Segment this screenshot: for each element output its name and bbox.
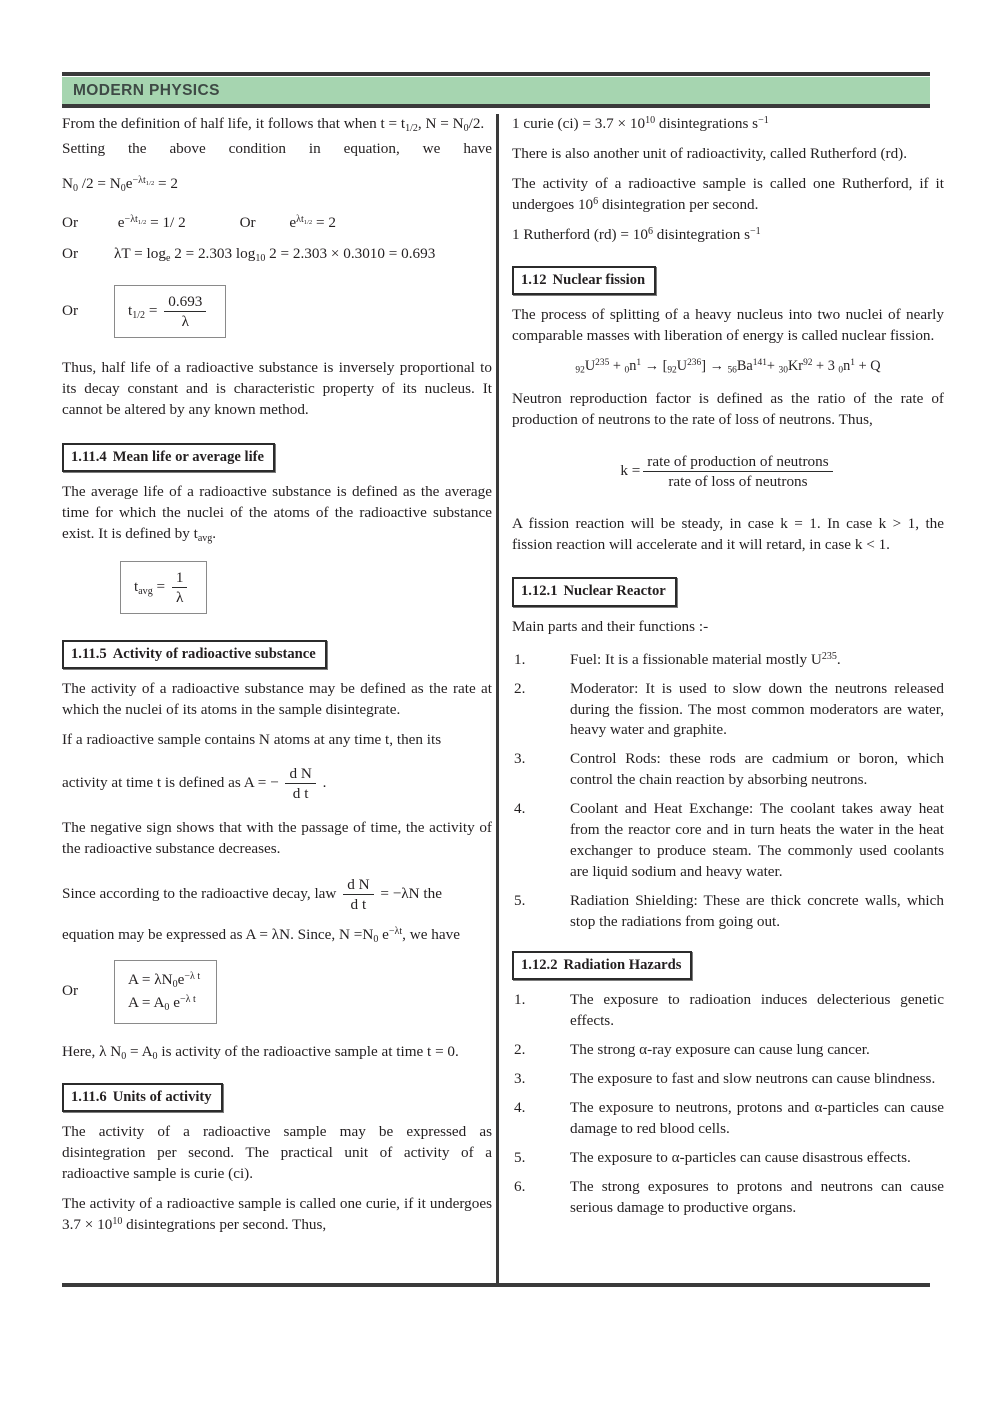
activity-row1-sub: 0 [172, 978, 178, 990]
eq-or1b-sup-sub: 1/2 [303, 218, 313, 226]
k-denominator: rate of loss of neutrons [668, 472, 808, 490]
fission-u235-presub: 92 [575, 365, 585, 376]
here-c: is activity of the radioactive sample at time t = 0. [157, 1042, 459, 1060]
fission-n1-presub: 0 [624, 365, 630, 376]
activity-formula-row-1 [128, 970, 200, 991]
section-title-1-12-2: Radiation Hazards [563, 957, 682, 974]
list-item [512, 799, 944, 883]
eq-n0-lhs-sub: 0 [72, 182, 78, 194]
fission-bracket-open: [ [662, 357, 668, 374]
rd-b: disintegration s [652, 225, 750, 243]
dNdt-den-1: d t [292, 784, 309, 802]
list-item [512, 749, 944, 791]
or-label-4: Or [62, 301, 79, 319]
section-heading-1-12-1 [512, 577, 677, 606]
intro-sub-2: 0 [463, 122, 469, 134]
rd-a: 1 Rutherford (rd) = 10 [512, 225, 648, 243]
eq-or1a [118, 213, 236, 234]
section-heading-1-11-6 [62, 1083, 223, 1112]
units-2-a: The activity of a radioactive sample is called one curie, if it undergoes 3.7 × 10 [62, 1194, 492, 1233]
eq-n0-rhs: = 2 [154, 174, 179, 192]
intro-text-c: /2. [468, 115, 485, 132]
activity-formula-post: . [318, 773, 327, 791]
list-item [512, 990, 944, 1032]
paragraph-average-life [62, 482, 492, 545]
k-factor-equation [512, 453, 944, 490]
halflife-lhs: t [128, 301, 133, 319]
tavg-numerator: 1 [172, 569, 188, 588]
fission-plus3: + 3 [812, 357, 839, 374]
or-label-2: Or [239, 213, 256, 231]
fission-u235-sym: U [584, 357, 596, 374]
paragraph-here-lambda [62, 1042, 492, 1063]
fission-arrow2: → [706, 357, 728, 374]
list-item-text: The exposure to neutrons, protons and α-particles can cause damage to red blood cells. [570, 1099, 944, 1138]
paragraph-activity-definition: The activity of a radioactive substance may be defined as the rate at which the nuclei of its atoms in the sample disintegrate. [62, 679, 492, 718]
section-title-1-12-1: Nuclear Reactor [563, 583, 666, 600]
list-item-text: Radiation Shielding: These are thick concrete walls, which stop the radiations from going out. [570, 892, 944, 931]
paragraph-rutherford-definition [512, 174, 944, 216]
list-item [512, 650, 944, 671]
list-item [512, 891, 944, 933]
paragraph-neutron-reproduction: Neutron reproduction factor is defined as the ratio of the rate of production of neutrons to the rate of loss of neutrons. Thus, [512, 389, 944, 428]
paragraph-equation-expressed [62, 925, 492, 946]
intro-sub-1: 1/2 [405, 122, 418, 134]
activity-row2-sup: −λ t [179, 993, 196, 1005]
activity-row2-a: A = A [128, 993, 165, 1011]
list-item [512, 1148, 944, 1169]
eq-n0-mid: /2 = N [77, 174, 121, 192]
paragraph-activity-n-atoms: If a radioactive sample contains N atoms at any time t, then its [62, 730, 442, 748]
paragraph-fission-definition: The process of splitting of a heavy nucleus into two nuclei of nearly comparable masses with liberation of energy is called nuclear fission. [512, 305, 944, 344]
here-sub-1: 0 [121, 1050, 127, 1062]
list-item-number: 1. [514, 650, 526, 668]
list-item-text: The strong exposures to protons and neutrons can cause serious damage to productive organs. [570, 1178, 944, 1217]
k-numerator: rate of production of neutrons [643, 453, 832, 472]
section-heading-1-11-5 [62, 640, 327, 669]
list-item-text: Moderator: It is used to slow down the neutrons released during the fission. The most common moderators are water, heavy water and graphite. [570, 679, 944, 739]
avg-life-text: The average life of a radioactive substance is defined as the average time for which the nuclei of the atoms of the radioactive substance exist. It is defined by t [62, 482, 492, 542]
list-item-number: 5. [514, 1149, 526, 1167]
paragraph-fission-steady: A fission reaction will be steady, in case k = 1. In case k > 1, the fission reaction will accelerate and it will retard, in case k < 1. [512, 514, 944, 553]
section-number-1-11-4: 1.11.4 [71, 448, 107, 465]
intro-text-a: From the definition of half life, it follows that when t = t [62, 115, 406, 132]
fission-ba-presub: 56 [727, 365, 737, 376]
eq-expr-a: equation may be expressed as A = λN. Since, N =N [62, 925, 374, 943]
tavg-denominator: λ [175, 588, 184, 606]
eq-n0-exp-text: −λt [132, 174, 146, 186]
paragraph-units-1: The activity of a radioactive sample may be expressed as disintegration per second. The practical unit of activity of a radioactive sample is curie (ci). [62, 1122, 492, 1182]
paragraph-activity-formula-inline [62, 765, 492, 802]
eq-or1b-base: e [289, 213, 297, 231]
intro-paragraph-2: Setting the above condition in equation, we have [62, 139, 492, 157]
here-sub-2: 0 [152, 1050, 158, 1062]
eq-or1b-sup-text: λt [296, 213, 304, 225]
list-item-number: 5. [514, 892, 526, 910]
paragraph-decay-law [62, 876, 492, 913]
activity-row1-sup: −λ t [184, 970, 201, 982]
list-item-text: The exposure to fast and slow neutrons can cause blindness. [570, 1070, 936, 1088]
fission-plus4: + Q [855, 357, 881, 374]
fission-n1-sup: 1 [636, 358, 642, 368]
eq-n0-lhs: N [62, 174, 73, 192]
or-label-1: Or [62, 213, 79, 231]
eq-or2-part3: 2 = 2.303 × 0.3010 = 0.693 [265, 244, 436, 262]
eq-n0-exp-sub: 1/2 [145, 179, 155, 187]
boxed-activity-wrap [62, 960, 492, 1024]
eq-or2-sub1: e [165, 252, 171, 264]
avg-life-sub: avg [197, 532, 213, 544]
avg-life-period: . [212, 524, 217, 542]
running-head [62, 72, 930, 108]
boxed-tavg-wrap [120, 561, 492, 614]
fission-ba-sup: 141 [752, 358, 767, 368]
dNdt-fraction-1 [285, 765, 315, 802]
section-number-1-12: 1.12 [521, 271, 547, 288]
header-green-band [62, 77, 930, 104]
tavg-fraction [172, 569, 188, 606]
paragraph-main-parts: Main parts and their functions :- [512, 617, 709, 635]
column-divider [496, 114, 499, 1286]
reactor-parts-list [512, 650, 944, 934]
dNdt-den-2: d t [350, 895, 367, 913]
reactor-part-1-sup: 235 [821, 650, 837, 662]
activity-row2-b: e [169, 993, 180, 1011]
paragraph-units-2 [62, 1194, 492, 1236]
eq-or1a-sup-text: −λt [124, 213, 138, 225]
boxed-half-life-formula [114, 285, 226, 338]
dNdt-num-2: d N [343, 876, 373, 895]
reactor-part-1-text: Fuel: It is a fissionable material mostly U [570, 650, 822, 668]
fission-plus2: + [766, 357, 779, 374]
k-fraction [643, 453, 832, 490]
intro-text-b: , N = N [417, 115, 464, 132]
halflife-eq: = [145, 301, 162, 319]
list-item-text: The strong α-ray exposure can cause lung cancer. [570, 1041, 870, 1059]
fission-u235-sup: 235 [595, 358, 610, 368]
fission-kr-presub: 30 [778, 365, 788, 376]
paragraph-rutherford-unit: There is also another unit of radioactivity, called Rutherford (rd). [512, 144, 908, 162]
tavg-lhs-sub: avg [138, 585, 153, 597]
section-number-1-12-2: 1.12.2 [521, 957, 558, 974]
activity-formula-pre: activity at time t is defined as A = − [62, 773, 283, 791]
list-item [512, 1040, 944, 1061]
section-heading-1-12-2 [512, 951, 692, 980]
section-title-1-11-4: Mean life or average life [112, 448, 264, 465]
fission-n2-sup: 1 [850, 358, 856, 368]
curie-sup: 10 [645, 114, 656, 126]
dNdt-fraction-2 [343, 876, 373, 913]
eq-or2-sub2: 10 [255, 252, 266, 264]
fission-ba-sym: Ba [736, 357, 753, 374]
rutherford-def-b: disintegration per second. [598, 195, 759, 213]
activity-row2-sub: 0 [164, 1001, 170, 1013]
eq-or2-part1: λT = log [114, 244, 166, 262]
halflife-denominator: λ [181, 312, 189, 330]
rd-sup2: −1 [750, 225, 761, 237]
list-item-number: 2. [514, 679, 526, 697]
section-number-1-11-5: 1.11.5 [71, 645, 107, 662]
tavg-lhs: t [134, 577, 139, 595]
equation-or-row-2 [62, 244, 492, 265]
eq-n0-mid-sub: 0 [120, 182, 126, 194]
list-item [512, 1069, 944, 1090]
list-item-text [570, 650, 944, 671]
list-item-text: Coolant and Heat Exchange: The coolant takes away heat from the reactor core and in turn heats the water in the heat exchanger to produce steam. The commonly used coolants are liquid sodium and heavy water. [570, 800, 944, 881]
list-item-text: Control Rods: these rods are cadmium or boron, which control the chain reaction by absorbing neutrons. [570, 750, 944, 789]
eq-or1a-sup-sub: 1/2 [137, 218, 147, 226]
or-label-5: Or [62, 982, 79, 1000]
eq-expr-b: e [378, 925, 389, 943]
list-item [512, 1098, 944, 1140]
here-a: Here, λ N [62, 1042, 122, 1060]
dNdt-num-1: d N [285, 765, 315, 784]
running-head-title: MODERN PHYSICS [73, 82, 220, 99]
reactor-part-1-after: . [836, 650, 841, 668]
boxed-activity-formula [114, 960, 217, 1024]
rd-sup: 6 [647, 225, 653, 237]
paragraph-negative-sign: The negative sign shows that with the passage of time, the activity of the radioactive substance decreases. [62, 818, 492, 857]
decay-law-post: = −λN the [376, 884, 442, 902]
units-2-b: disintegrations per second. Thus, [122, 1215, 327, 1233]
eq-expr-sub: 0 [373, 933, 379, 945]
line-rutherford-equivalence [512, 225, 944, 246]
halflife-fraction [164, 293, 206, 330]
section-title-1-12: Nuclear fission [552, 271, 646, 288]
tavg-eq: = [152, 577, 169, 595]
eq-or1b [289, 214, 336, 231]
fission-u236-sup: 236 [687, 358, 702, 368]
units-2-sup: 10 [112, 1215, 123, 1227]
list-item-number: 1. [514, 991, 526, 1009]
halflife-lhs-sub: 1/2 [132, 309, 146, 321]
eq-or1a-base: e [117, 213, 125, 231]
fission-bracket-close: ] [701, 357, 706, 374]
line-curie-equivalence [512, 114, 944, 135]
list-item [512, 1177, 944, 1219]
eq-or1b-rhs: = 2 [312, 213, 336, 231]
eq-expr-c: , we have [402, 925, 460, 943]
activity-row1-a: A = λN [128, 970, 173, 988]
fission-reaction-equation [512, 357, 944, 378]
k-lhs: k = [620, 461, 641, 479]
boxed-half-life-wrap [62, 285, 492, 338]
eq-or1b-sup [296, 214, 312, 225]
section-number-1-11-6: 1.11.6 [71, 1088, 107, 1105]
fission-n2-sym: n [843, 357, 851, 374]
section-heading-1-12 [512, 266, 656, 295]
section-number-1-12-1: 1.12.1 [521, 583, 558, 600]
equation-n0-half [62, 174, 492, 195]
intro-paragraph-1 [62, 114, 492, 135]
fission-u236-presub: 92 [667, 365, 677, 376]
eq-or1a-sup [125, 214, 147, 225]
eq-n0-exp-base: e [125, 174, 133, 192]
list-item-number: 4. [514, 800, 526, 818]
right-column [512, 114, 944, 1227]
fission-n1-sym: n [629, 357, 637, 374]
halflife-numerator: 0.693 [164, 293, 206, 312]
rutherford-def-sup: 6 [593, 195, 599, 207]
eq-or2-part2: 2 = 2.303 log [170, 244, 256, 262]
here-b: = A [126, 1042, 153, 1060]
fission-u236-sym: U [676, 357, 688, 374]
paragraph-thus-half-life: Thus, half life of a radioactive substance is inversely proportional to its decay constant and is characteristic property of its nucleus. It cannot be altered by any known method. [62, 358, 492, 418]
fission-plus1: + [609, 357, 625, 374]
activity-formula-row-2 [128, 993, 200, 1014]
fission-arrow1: → [641, 357, 663, 374]
list-item-text: The exposure to radioation induces delecterious genetic effects. [570, 991, 944, 1030]
rutherford-def-a: The activity of a radioactive sample is called one Rutherford, if it undergoes 10 [512, 174, 944, 213]
eq-n0-exp [133, 175, 155, 186]
list-item-number: 3. [514, 750, 526, 768]
curie-sup2: −1 [758, 114, 769, 126]
eq-or1a-rhs: = 1/ 2 [146, 213, 186, 231]
eq-expr-sup: −λt [388, 925, 403, 937]
activity-row1-b: e [177, 970, 185, 988]
page-bottom-rule [62, 1283, 930, 1287]
fission-kr-sup: 92 [803, 358, 813, 368]
equation-or-row-1 [62, 213, 492, 234]
curie-a: 1 curie (ci) = 3.7 × 10 [512, 115, 646, 132]
section-title-1-11-6: Units of activity [112, 1088, 212, 1105]
boxed-tavg-formula [120, 561, 207, 614]
decay-law-pre: Since according to the radioactive decay, law [62, 884, 341, 902]
curie-b: disintegrations s [655, 115, 759, 132]
list-item-number: 3. [514, 1070, 526, 1088]
section-title-1-11-5: Activity of radioactive substance [112, 645, 316, 662]
list-item-number: 4. [514, 1099, 526, 1117]
header-rule-bottom [62, 104, 930, 108]
fission-n2-presub: 0 [838, 365, 844, 376]
list-item-number: 2. [514, 1041, 526, 1059]
left-column [62, 114, 492, 1245]
list-item-number: 6. [514, 1178, 526, 1196]
list-item [512, 679, 944, 742]
radiation-hazards-list [512, 990, 944, 1219]
list-item-text: The exposure to α-particles can cause disastrous effects. [570, 1149, 911, 1167]
or-label-3: Or [62, 244, 79, 262]
fission-kr-sym: Kr [787, 357, 804, 374]
section-heading-1-11-4 [62, 443, 275, 472]
